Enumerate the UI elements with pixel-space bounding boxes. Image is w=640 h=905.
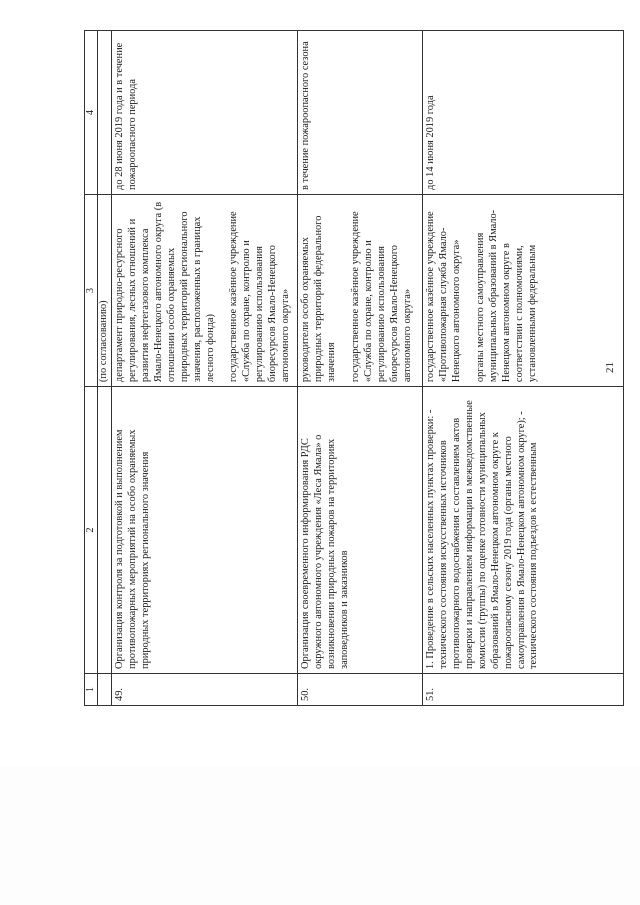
executor-secondary: органы местного самоуправления муниципальных образований в Ямало-Ненецком автономном округе в соответствии с полномочиями, установленными федеральным [474, 209, 538, 383]
row-number: 49. [112, 673, 298, 705]
row-task: 1. Проведение в сельских населенных пунктах проверки: - технического состояния искусственных источников противопожарного водоснабжения с составлением актов проверки и направлением информации в межведомственные комиссии (группы) по оценке готовности муниципальных образований в Ямало-Ненецком автономном округе к пожароопасному сезону 2019 года (органы местного самоуправления в Ямало-Ненецком автономном округе); - технического состояния подъездов к естественным [423, 387, 624, 674]
executor-secondary: государственное казённое учреждение «Служба по охране, контролю и регулированию использования биоресурсов Ямало-Ненецкого автономного округа» [228, 211, 291, 383]
scan-margin [0, 766, 640, 905]
rotated-table-container [84, 30, 624, 706]
executor-secondary: государственное казённое учреждение «Служба по охране, контролю и регулированию использования биоресурсов Ямало-Ненецкого автономного округа» [349, 211, 413, 383]
table-subheader-row [98, 31, 112, 706]
measures-table [84, 30, 624, 706]
table-row [423, 31, 624, 706]
row-term: до 28 июня 2019 года и в течение пожароопасного периода [112, 31, 298, 195]
table-header-row [85, 31, 98, 706]
subheader-note: (по согласованию) [98, 194, 112, 386]
page-number: 21 [604, 362, 616, 373]
header-col-4: 4 [85, 31, 98, 195]
row-executors [298, 194, 423, 386]
row-term: до 14 июня 2019 года [423, 31, 624, 195]
table-row [298, 31, 423, 706]
subheader-empty [98, 673, 112, 705]
header-col-2: 2 [85, 387, 98, 674]
row-task: Организация своевременного информирования РДС окружного автономного учреждения «Леса Ямала» о возникновении природных пожаров на территориях заповедников и заказников [298, 387, 423, 674]
row-executors [423, 194, 624, 386]
row-executors [112, 194, 298, 386]
table-row [112, 31, 298, 706]
row-number: 50. [298, 673, 423, 705]
header-col-3: 3 [85, 194, 98, 386]
executor-primary: руководители особо охраняемых природных территорий федерального значения [300, 215, 338, 383]
row-number: 51. [423, 673, 624, 705]
header-col-1: 1 [85, 673, 98, 705]
subheader-empty [98, 31, 112, 195]
executor-primary: государственное казённое учреждение «Противопожарная служба Ямало-Ненецкого автономного округа» [425, 211, 463, 383]
executor-primary: департамент природно-ресурсного регулирования, лесных отношений и развития нефтегазового комплекса Ямало-Ненецкого автономного округа (в отношении особо охраняемых природных территорий регионального значения, расположенных в границах лесного фонда) [114, 201, 216, 383]
row-term: в течение пожароопасного сезона [298, 31, 423, 195]
row-task: Организация контроля за подготовкой и выполнением противопожарных мероприятий на особо охраняемых природных территориях регионального значения [112, 387, 298, 674]
subheader-empty [98, 387, 112, 674]
